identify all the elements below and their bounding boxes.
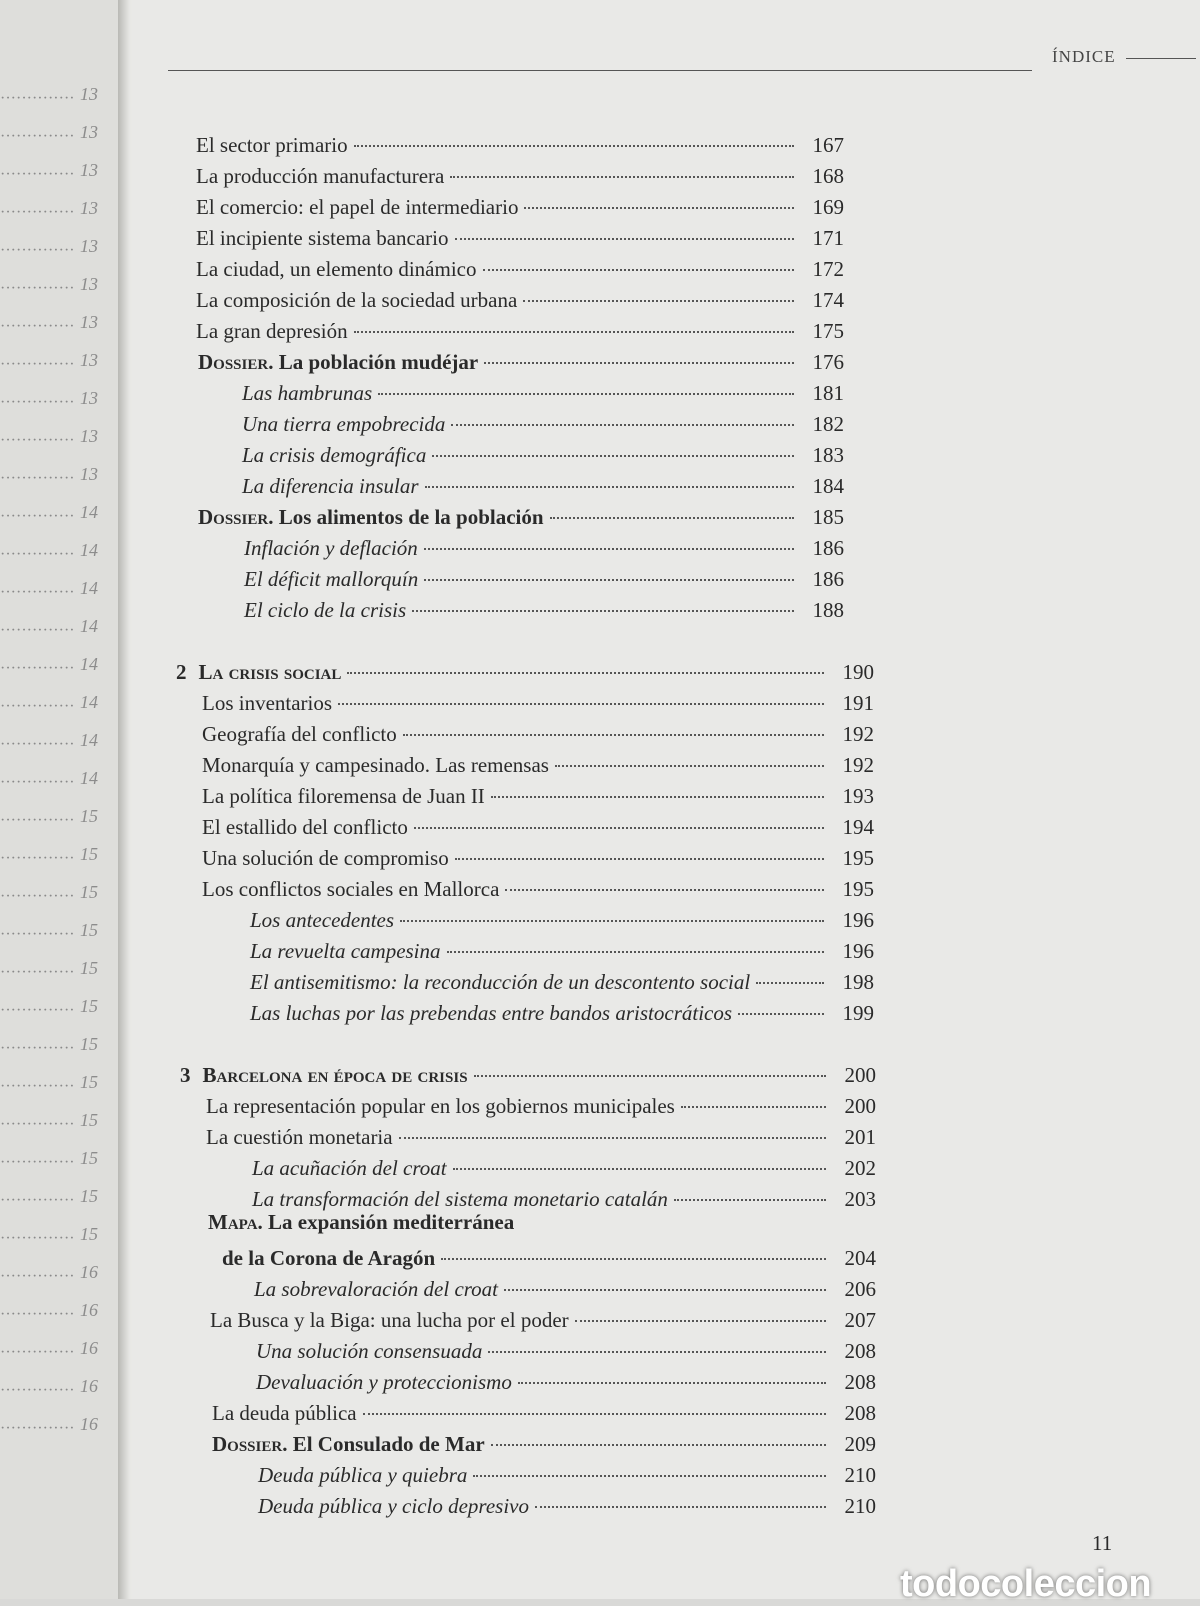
- facing-page-number: 13: [80, 350, 98, 370]
- facing-page-number: 14: [80, 578, 98, 598]
- facing-page-leader: ··············: [0, 812, 75, 829]
- facing-page-leader: ··············: [0, 280, 75, 297]
- facing-page-leader: ··············: [0, 1116, 75, 1133]
- facing-page-leader: ··············: [0, 736, 75, 753]
- facing-page-number: 13: [80, 122, 98, 142]
- toc-map-entry: de la Corona de Aragón 204: [222, 1246, 876, 1270]
- toc-subentry: Inflación y deflación 186: [244, 536, 844, 560]
- facing-page-leader: ··············: [0, 1344, 75, 1361]
- toc-dossier-entry: Dossier. Los alimentos de la población 185: [198, 505, 844, 529]
- facing-page-leader: ··············: [0, 1382, 75, 1399]
- facing-page-leader: ··············: [0, 1306, 75, 1323]
- toc-entry: La producción manufacturera 168: [196, 164, 844, 188]
- toc-subentry: La transformación del sistema monetario catalán 203: [252, 1187, 876, 1211]
- facing-page-leader: ··············: [0, 774, 75, 791]
- toc-dossier-entry: Dossier. El Consulado de Mar 209: [212, 1432, 876, 1456]
- facing-page-number: 14: [80, 616, 98, 636]
- toc-entry: La ciudad, un elemento dinámico 172: [196, 257, 844, 281]
- toc-entry: El sector primario 167: [196, 133, 844, 157]
- facing-page-number: 14: [80, 540, 98, 560]
- facing-page-number: 14: [80, 654, 98, 674]
- facing-page-number: 16: [80, 1262, 98, 1282]
- toc-dossier-entry: Dossier. La población mudéjar 176: [198, 350, 844, 374]
- facing-page-number: 13: [80, 160, 98, 180]
- toc-chapter-heading: 3 Barcelona en época de crisis 200: [180, 1063, 876, 1087]
- facing-page-leader: ··············: [0, 432, 75, 449]
- facing-page-number: 13: [80, 388, 98, 408]
- facing-page-number: 13: [80, 274, 98, 294]
- toc-subentry: El antisemitismo: la reconducción de un descontento social 198: [250, 970, 874, 994]
- facing-page-leader: ··············: [0, 508, 75, 525]
- toc-entry: La composición de la sociedad urbana 174: [196, 288, 844, 312]
- toc-subentry: La revuelta campesina 196: [250, 939, 874, 963]
- facing-page-number: 14: [80, 692, 98, 712]
- facing-page-number: 13: [80, 236, 98, 256]
- facing-page-number: 15: [80, 920, 98, 940]
- facing-page-leader: ··············: [0, 242, 75, 259]
- facing-page-number: 15: [80, 1034, 98, 1054]
- facing-page-number: 14: [80, 768, 98, 788]
- facing-page-leader: ··············: [0, 622, 75, 639]
- facing-page-number: 15: [80, 1110, 98, 1130]
- facing-page-leader: ··············: [0, 318, 75, 335]
- facing-page-leader: ··············: [0, 1192, 75, 1209]
- watermark-logo: todocoleccion: [900, 1563, 1152, 1605]
- facing-page-leader: ··············: [0, 90, 75, 107]
- facing-page-number: 15: [80, 1072, 98, 1092]
- facing-page-leader: ··············: [0, 166, 75, 183]
- facing-page-leader: ··············: [0, 1078, 75, 1095]
- facing-page-leader: ··············: [0, 546, 75, 563]
- facing-page-number: 13: [80, 84, 98, 104]
- toc-entry: Una solución de compromiso 195: [202, 846, 874, 870]
- facing-page-number: 15: [80, 882, 98, 902]
- facing-page-leader: ··············: [0, 850, 75, 867]
- toc-subentry: La diferencia insular 184: [242, 474, 844, 498]
- toc-entry: El estallido del conflicto 194: [202, 815, 874, 839]
- facing-page-number: 15: [80, 1148, 98, 1168]
- header-rule: [168, 70, 1032, 71]
- facing-page-leader: ··············: [0, 1420, 75, 1437]
- toc-entry: Monarquía y campesinado. Las remensas 192: [202, 753, 874, 777]
- toc-subentry: Deuda pública y ciclo depresivo 210: [258, 1494, 876, 1518]
- facing-page-number: 15: [80, 958, 98, 978]
- toc-entry: El comercio: el papel de intermediario 169: [196, 195, 844, 219]
- facing-page-leader: ··············: [0, 204, 75, 221]
- toc-subentry: El déficit mallorquín 186: [244, 567, 844, 591]
- facing-page-number: 14: [80, 502, 98, 522]
- facing-page-leader: ··············: [0, 1268, 75, 1285]
- facing-page-leader: ··············: [0, 926, 75, 943]
- facing-page-leader: ··············: [0, 470, 75, 487]
- facing-page-number: 13: [80, 426, 98, 446]
- facing-page-leader: ··············: [0, 128, 75, 145]
- facing-page-number: 13: [80, 464, 98, 484]
- facing-page-leader: ··············: [0, 394, 75, 411]
- header-rule-right: [1126, 58, 1196, 59]
- facing-page-leader: ··············: [0, 888, 75, 905]
- facing-page-leader: ··············: [0, 660, 75, 677]
- toc-subentry: Devaluación y proteccionismo 208: [256, 1370, 876, 1394]
- facing-page-leader: ··············: [0, 1230, 75, 1247]
- facing-page: [0, 0, 122, 1599]
- toc-subentry: Deuda pública y quiebra 210: [258, 1463, 876, 1487]
- toc-subentry: Una tierra empobrecida 182: [242, 412, 844, 436]
- facing-page-leader: ··············: [0, 964, 75, 981]
- facing-page-number: 15: [80, 806, 98, 826]
- facing-page-leader: ··············: [0, 1002, 75, 1019]
- toc-entry: La representación popular en los gobiernos municipales 200: [206, 1094, 876, 1118]
- facing-page-leader: ··············: [0, 698, 75, 715]
- toc-entry: Los conflictos sociales en Mallorca 195: [202, 877, 874, 901]
- toc-chapter-heading: 2 La crisis social 190: [176, 660, 874, 684]
- facing-page-number: 13: [80, 198, 98, 218]
- facing-page-number: 16: [80, 1414, 98, 1434]
- facing-page-number: 16: [80, 1300, 98, 1320]
- facing-page-number: 16: [80, 1376, 98, 1396]
- toc-entry: La gran depresión 175: [196, 319, 844, 343]
- toc-subentry: La crisis demográfica 183: [242, 443, 844, 467]
- toc-subentry: Las luchas por las prebendas entre bandos aristocráticos 199: [250, 1001, 874, 1025]
- facing-page-number: 16: [80, 1338, 98, 1358]
- toc-subentry: Los antecedentes 196: [250, 908, 874, 932]
- toc-subentry: La sobrevaloración del croat 206: [254, 1277, 876, 1301]
- toc-subentry: La acuñación del croat 202: [252, 1156, 876, 1180]
- facing-page-number: 13: [80, 312, 98, 332]
- page-number: 11: [1092, 1531, 1113, 1555]
- facing-page-number: 15: [80, 844, 98, 864]
- toc-subentry: El ciclo de la crisis 188: [244, 598, 844, 622]
- toc-entry: Geografía del conflicto 192: [202, 722, 874, 746]
- toc-entry: El incipiente sistema bancario 171: [196, 226, 844, 250]
- facing-page-number: 15: [80, 1224, 98, 1244]
- facing-page-leader: ··············: [0, 1040, 75, 1057]
- toc-entry: La Busca y la Biga: una lucha por el poder 207: [210, 1308, 876, 1332]
- facing-page-number: 15: [80, 996, 98, 1016]
- toc-entry: La cuestión monetaria 201: [206, 1125, 876, 1149]
- facing-page-leader: ··············: [0, 356, 75, 373]
- facing-page-number: 14: [80, 730, 98, 750]
- toc-entry: La deuda pública 208: [212, 1401, 876, 1425]
- toc-subentry: Una solución consensuada 208: [256, 1339, 876, 1363]
- facing-page-leader: ··············: [0, 584, 75, 601]
- page-header-title: ÍNDICE: [1052, 47, 1116, 66]
- toc-entry: Los inventarios 191: [202, 691, 874, 715]
- facing-page-number: 15: [80, 1186, 98, 1206]
- facing-page-leader: ··············: [0, 1154, 75, 1171]
- toc-subentry: Las hambrunas 181: [242, 381, 844, 405]
- toc-map-entry-first-line: Mapa. La expansión mediterránea: [208, 1210, 515, 1234]
- toc-entry: La política filoremensa de Juan II 193: [202, 784, 874, 808]
